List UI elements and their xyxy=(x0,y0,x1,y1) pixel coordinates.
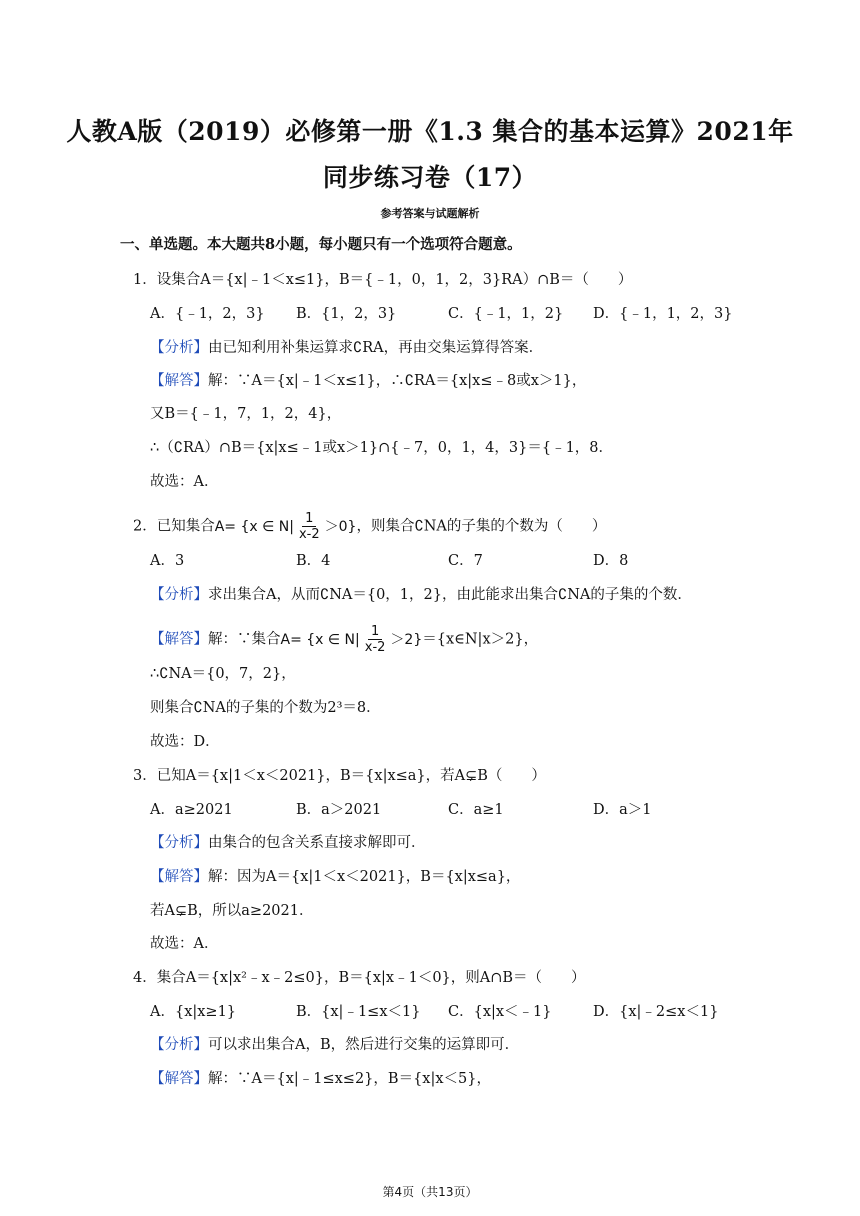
q2-analysis: 【分析】求出集合A，从而∁NA＝{0，1，2}，由此能求出集合∁NA的子集的个数． xyxy=(150,587,692,603)
q3-option-c: C．a≥1 xyxy=(448,802,504,818)
q3-option-a: A．a≥2021 xyxy=(150,802,233,818)
q2-solution-line4: 故选：D． xyxy=(150,734,220,750)
q3-analysis: 【分析】由集合的包含关系直接求解即可． xyxy=(150,835,426,851)
q2-solution-set-formula: A= {x ∈ N| $\frac{1}{x-2}$ ＞2} xyxy=(280,624,423,655)
q4-stem: 4．集合A＝{x|x²﹣x﹣2≤0}，B＝{x|x﹣1＜0}，则A∩B＝（ ） xyxy=(133,970,586,986)
q2-stem: 2．已知集合A= {x ∈ N| $\frac{1}{x-2}$ ＞0}，则集合∁NA的子集的个数为（ ） xyxy=(133,511,607,542)
q1-stem: 1．设集合A＝{x|﹣1＜x≤1}，B＝{﹣1，0，1，2，3}RA）∩B＝（ ） xyxy=(133,272,633,288)
q2-option-a: A．3 xyxy=(150,553,185,569)
q4-solution-line1: 【解答】解：∵A＝{x|﹣1≤x≤2}，B＝{x|x＜5}， xyxy=(150,1071,491,1087)
q2-solution-line3: 则集合∁NA的子集的个数为2³＝8． xyxy=(150,700,381,716)
analysis-tag: 【分析】 xyxy=(150,340,208,356)
doc-subtitle: 参考答案与试题解析 xyxy=(380,207,480,220)
q4-option-d: D．{x|﹣2≤x＜1} xyxy=(593,1004,719,1020)
doc-title-line1: 人教A版（2019）必修第一册《1.3 集合的基本运算》2021年 xyxy=(66,117,794,146)
q3-solution-line1: 【解答】解：因为A＝{x|1＜x＜2021}，B＝{x|x≤a}， xyxy=(150,869,521,885)
doc-title-line2: 同步练习卷（17） xyxy=(322,163,538,192)
q1-solution-line1: 【解答】解：∵A＝{x|﹣1＜x≤1}，∴∁RA＝{x|x≤﹣8或x＞1}， xyxy=(150,373,587,389)
solution-tag: 【解答】 xyxy=(150,373,208,389)
q4-option-a: A．{x|x≥1} xyxy=(150,1004,237,1020)
q3-solution-line3: 故选：A． xyxy=(150,936,219,952)
q4-analysis: 【分析】可以求出集合A，B，然后进行交集的运算即可． xyxy=(150,1037,520,1053)
q2-solution-line2: ∴∁NA＝{0，7，2}， xyxy=(150,666,296,682)
q3-stem: 3．已知A＝{x|1＜x＜2021}，B＝{x|x≤a}，若A⊊B（ ） xyxy=(133,768,546,784)
q1-solution-line4: 故选：A． xyxy=(150,474,219,490)
q1-analysis: 【分析】由已知利用补集运算求∁RA，再由交集运算得答案． xyxy=(150,340,544,356)
q3-option-d: D．a＞1 xyxy=(593,802,652,818)
q2-option-d: D．8 xyxy=(593,553,629,569)
q3-solution-line2: 若A⊊B，所以a≥2021． xyxy=(150,903,314,919)
q2-option-b: B．4 xyxy=(296,553,331,569)
q1-option-d: D．{﹣1，1，2，3} xyxy=(593,306,733,322)
section-heading: 一、单选题。本大题共8小题，每小题只有一个选项符合题意。 xyxy=(120,236,522,253)
q2-solution-line1: 【解答】解：∵集合A= {x ∈ N| $\frac{1}{x-2}$ ＞2}＝{x∈N|x＞2}， xyxy=(150,624,539,655)
q4-option-c: C．{x|x＜﹣1} xyxy=(448,1004,552,1020)
q1-solution-line2: 又B＝{﹣1，7，1，2，4}， xyxy=(150,406,342,422)
q3-option-b: B．a＞2021 xyxy=(296,802,382,818)
q1-option-a: A．{﹣1，2，3} xyxy=(150,306,265,322)
q1-option-c: C．{﹣1，1，2} xyxy=(448,306,564,322)
q4-option-b: B．{x|﹣1≤x＜1} xyxy=(296,1004,421,1020)
page-footer: 第4页（共13页） xyxy=(382,1185,478,1199)
q1-solution-line3: ∴（∁RA）∩B＝{x|x≤﹣1或x＞1}∩{﹣7，0，1，4，3}＝{﹣1，8． xyxy=(150,440,614,456)
q1-option-b: B．{1，2，3} xyxy=(296,306,397,322)
q2-set-formula: A= {x ∈ N| $\frac{1}{x-2}$ ＞0} xyxy=(214,511,357,542)
q2-option-c: C．7 xyxy=(448,553,483,569)
